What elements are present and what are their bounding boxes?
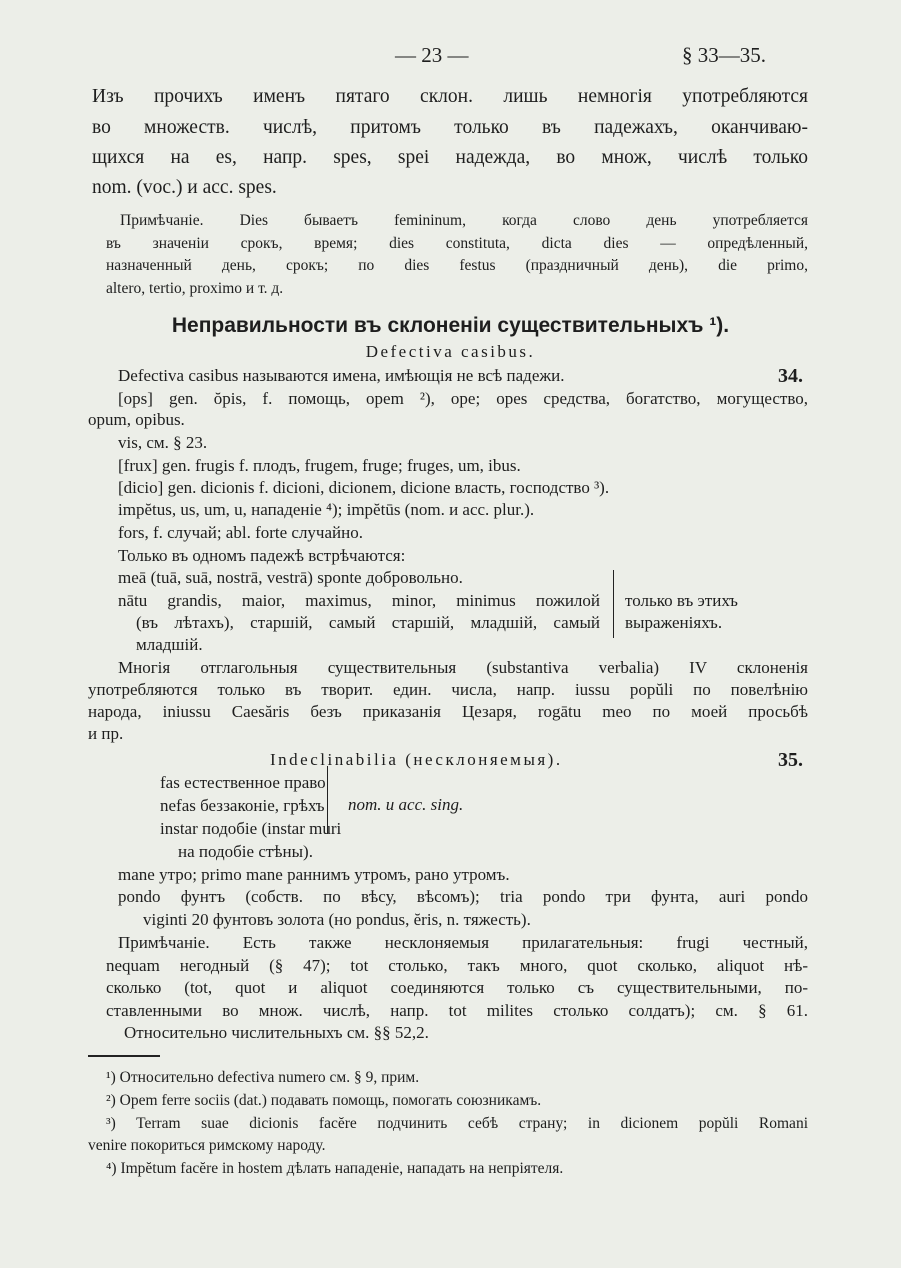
section-number: 35. <box>778 749 803 771</box>
text-line: сколько (tot, quot и aliquot соединяются только съ существительными, по- <box>106 978 808 997</box>
text-line: mane утро; primo mane раннимъ утромъ, рано утромъ. <box>118 865 510 884</box>
text-line: [ops] gen. ŏpis, f. помощь, opem ²), ope; opes средства, богатство, могущество, <box>118 389 808 408</box>
text-line: [frux] gen. frugis f. плодъ, frugem, fruge; fruges, um, ibus. <box>118 456 521 475</box>
footnote: ²) Opem ferre sociis (dat.) подавать помощь, помогать союзникамъ. <box>106 1092 542 1109</box>
text-line: Примѣчаніе. Dies бываетъ femininum, когда слово день употребляется <box>120 212 808 229</box>
text-line: instar подобіе (instar muri <box>160 819 342 838</box>
text-line: Относительно числительныхъ см. §§ 52,2. <box>124 1023 429 1042</box>
page-number: — 23 — <box>395 43 469 67</box>
subheading: Defectiva casibus. <box>365 342 536 361</box>
text-line: nequam негодный (§ 47); tot столько, такъ много, quot сколько, aliquot нѣ- <box>106 956 808 975</box>
text-line: [dicio] gen. dicionis f. dicioni, dicionem, dicione власть, господство ³). <box>118 478 610 497</box>
text-line: Только въ одномъ падежѣ встрѣчаются: <box>118 546 406 565</box>
text-line: младшій. <box>136 635 203 654</box>
brace-note: nom. и acc. sing. <box>348 795 464 814</box>
text-line: impĕtus, us, um, u, нападеніе ⁴); impĕtūs (nom. и acc. plur.). <box>118 500 535 519</box>
brace <box>327 766 328 834</box>
text-line: nātu grandis, maior, maximus, minor, minimus пожилой <box>118 591 600 610</box>
brace <box>613 570 614 638</box>
text-line: Defectiva casibus называются имена, имѣющія не всѣ падежи. <box>118 366 565 385</box>
text-line: fors, f. случай; abl. forte случайно. <box>118 523 363 542</box>
subheading: Indeclinabilia (несклоняемыя). <box>270 750 563 769</box>
brace-note: только въ этихъ <box>625 591 738 610</box>
text-line: vis, см. § 23. <box>118 433 208 452</box>
text-line: Примѣчаніе. Есть также несклоняемыя прилагательныя: frugi честный, <box>118 933 808 952</box>
section-number: 34. <box>778 365 803 387</box>
footnote: ¹) Относительно defectiva numero см. § 9, прим. <box>106 1069 420 1086</box>
text-line: pondo фунтъ (собств. по вѣсу, вѣсомъ); tria pondo три фунта, auri pondo <box>118 887 808 906</box>
text-line: meā (tuā, suā, nostrā, vestrā) sponte добровольно. <box>118 568 463 587</box>
text-line: и пр. <box>88 724 124 743</box>
text-line: altero, tertio, proximo и т. д. <box>106 280 284 297</box>
section-range: § 33—35. <box>682 43 766 67</box>
text-line: fas естественное право <box>160 773 326 792</box>
text-line: употребляются только въ творит. един. числа, напр. iussu popŭli по повелѣнію <box>88 680 808 699</box>
footnote-divider <box>88 1055 160 1057</box>
footnote: ³) Terram suae dicionis facĕre подчинить себѣ страну; in dicionem popŭli Romani <box>106 1115 808 1132</box>
text-line: во множеств. числѣ, притомъ только въ падежахъ, оканчиваю- <box>92 117 808 138</box>
text-line: Изъ прочихъ именъ пятаго склон. лишь немногія употребляются <box>92 86 808 107</box>
text-line: opum, opibus. <box>88 410 185 429</box>
text-line: на подобіе стѣны). <box>178 842 313 861</box>
text-line: народа, iniussu Caesăris безъ приказанія Цезаря, rogātu meo по моей просьбѣ <box>88 702 808 721</box>
text-line: ставленными во множ. числѣ, напр. tot milites столько солдатъ); см. § 61. <box>106 1001 808 1020</box>
text-line: щихся на es, напр. spes, spei надежда, во множ, числѣ только <box>92 147 808 168</box>
text-line: (въ лѣтахъ), старшій, самый старшій, младшій, самый <box>136 613 600 632</box>
text-line: nom. (voc.) и acc. spes. <box>92 177 277 198</box>
text-line: въ значеніи срокъ, время; dies constituta, dicta dies — опредѣленный, <box>106 235 808 252</box>
footnote: venire покориться римскому народу. <box>88 1137 326 1154</box>
footnote: ⁴) Impĕtum facĕre in hostem дѣлать нападеніе, нападать на непріятеля. <box>106 1160 564 1177</box>
text-line: назначенный день, срокъ; по dies festus (праздничный день), die primo, <box>106 257 808 274</box>
brace-note: выраженіяхъ. <box>625 613 723 632</box>
text-line: viginti 20 фунтовъ золота (но pondus, ĕris, n. тяжесть). <box>143 910 531 929</box>
text-line: nefas беззаконіе, грѣхъ <box>160 796 325 815</box>
text-line: Многія отглагольныя существительныя (substantiva verbalia) IV склоненія <box>118 658 808 677</box>
section-heading: Неправильности въ склоненіи существительныхъ ¹). <box>171 314 730 337</box>
